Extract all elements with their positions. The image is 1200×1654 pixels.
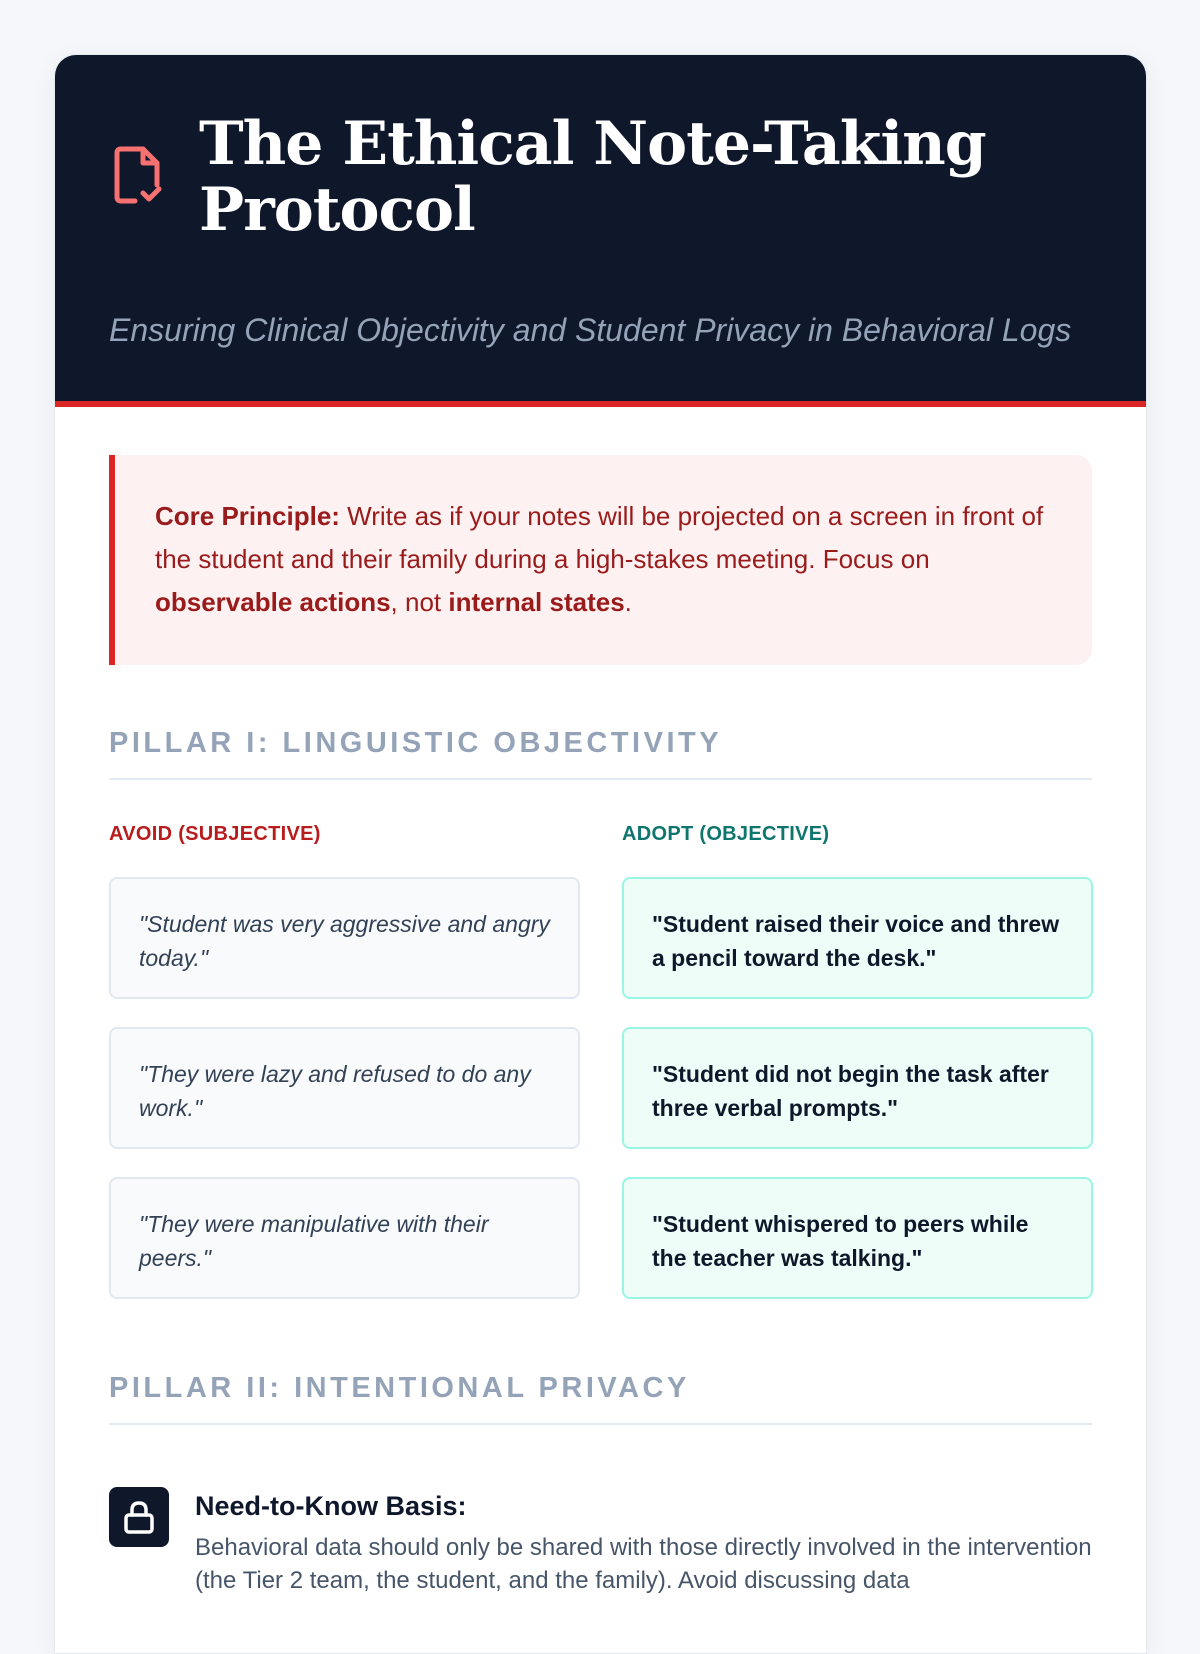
page-subtitle: Ensuring Clinical Objectivity and Student Privacy in Behavioral Logs bbox=[109, 312, 1072, 348]
avoid-example: "They were lazy and refused to do any work." bbox=[109, 1027, 580, 1149]
core-principle-label: Core Principle: bbox=[155, 501, 340, 531]
core-principle-text-3: . bbox=[624, 587, 632, 617]
core-principle-callout bbox=[109, 455, 1092, 665]
pillar-1-heading: PILLAR I: LINGUISTIC OBJECTIVITY bbox=[109, 727, 1092, 780]
pillar-2-heading: PILLAR II: INTENTIONAL PRIVACY bbox=[109, 1372, 1092, 1425]
adopt-example: "Student raised their voice and threw a pencil toward the desk." bbox=[622, 877, 1093, 999]
protocol-card bbox=[54, 54, 1147, 1654]
lock-icon-box bbox=[109, 1487, 169, 1547]
privacy-item-title: Need-to-Know Basis: bbox=[195, 1491, 467, 1521]
core-principle-emphasis-2: internal states bbox=[448, 587, 625, 617]
lock-icon bbox=[123, 1499, 155, 1535]
adopt-example: "Student did not begin the task after three verbal prompts." bbox=[622, 1027, 1093, 1149]
header bbox=[55, 55, 1146, 407]
avoid-example: "Student was very aggressive and angry today." bbox=[109, 877, 580, 999]
privacy-item-text: Behavioral data should only be shared with those directly involved in the intervention (the Tier 2 team, the student, and the family). Avoid discussing data bbox=[195, 1534, 1092, 1594]
adopt-column-label: ADOPT (OBJECTIVE) bbox=[622, 823, 830, 845]
avoid-column-label: AVOID (SUBJECTIVE) bbox=[109, 823, 321, 845]
core-principle-emphasis-1: observable actions bbox=[155, 587, 391, 617]
avoid-example: "They were manipulative with their peers." bbox=[109, 1177, 580, 1299]
core-principle-text-2: , not bbox=[390, 587, 449, 617]
page-title: The Ethical Note-Taking Protocol bbox=[199, 109, 986, 245]
adopt-example: "Student whispered to peers while the teacher was talking." bbox=[622, 1177, 1093, 1299]
file-check-icon bbox=[113, 143, 165, 209]
core-principle-text-1: Write as if your notes will be projected on a screen in front of the student and their family during a high-stakes meeting. Focus on bbox=[155, 501, 1044, 574]
